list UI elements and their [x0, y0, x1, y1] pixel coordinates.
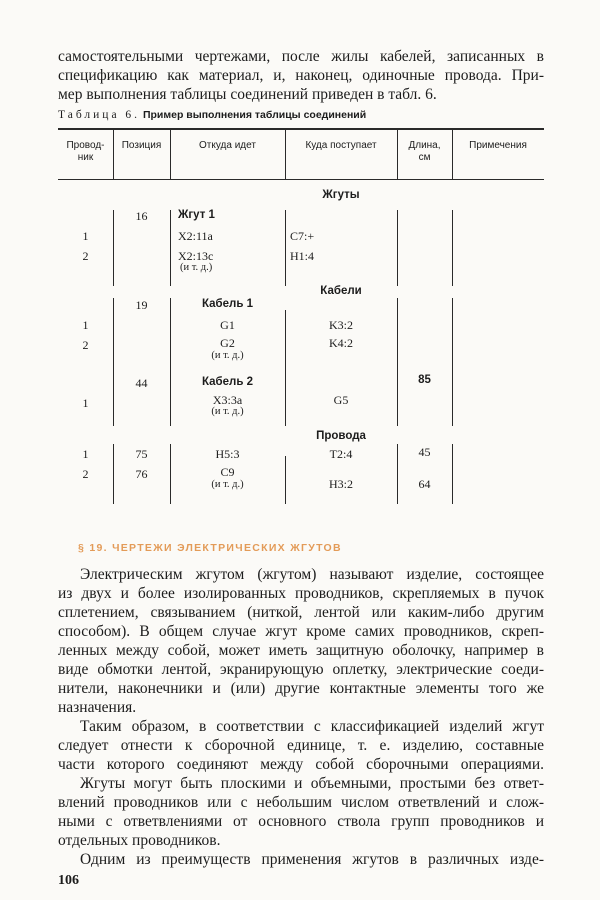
header-separator [113, 129, 114, 179]
cable1-row1-to: K3:2 [329, 318, 353, 332]
header-conductor [58, 140, 113, 164]
harness-row2-to: H1:4 [290, 249, 314, 263]
header-notes: Примечения [469, 140, 527, 151]
cable1-row2-from-note: (и т. д.) [211, 350, 244, 361]
header-length-line2: см [418, 152, 431, 163]
header-conductor-line1: Провод- [66, 140, 105, 151]
wire-row2-from: C9 [220, 465, 235, 479]
group-cables: Кабели [320, 285, 362, 297]
cable2-row1-from-note: (и т. д.) [211, 406, 244, 417]
column-separator [397, 210, 398, 286]
intro-line: самостоятельными чертежами, после жилы кабелей, записанных в [58, 48, 544, 65]
column-separator [397, 298, 398, 426]
wire-row2-conductor: 2 [82, 467, 89, 481]
wire-row1-from: H5:3 [215, 447, 240, 461]
header-length [397, 140, 452, 164]
body-line: Одним из преимуществ применения жгутов в различных изде- [80, 851, 544, 868]
body-line: сплетением, связыванием (ниткой, лентой или каким-либо другим [58, 604, 544, 621]
column-separator [452, 210, 453, 286]
wire-row1-conductor: 1 [82, 447, 89, 461]
table-caption-title: Пример выполнения таблицы соединений [142, 109, 367, 121]
cable1-row2-to: K4:2 [329, 336, 353, 350]
harness-row2-conductor: 2 [82, 249, 89, 263]
body-line: из двух и более изолированных проводников, скрепляемых в пучок [58, 585, 544, 602]
cable2-length: 85 [418, 374, 431, 386]
table-caption-label: Таблица 6. [58, 109, 141, 121]
column-separator [170, 210, 171, 286]
header-separator [285, 129, 286, 179]
body-line: ными с ответвлениями от основного ствола групп проводников и [58, 813, 544, 830]
page-number: 106 [58, 873, 79, 888]
cable1-row2-from: G2 [220, 336, 235, 350]
header-to: Куда поступает [305, 140, 377, 151]
body-line: виде обмотки лентой, экранирующую оплетку, электрические соеди- [58, 661, 544, 678]
body-line: следует отнести к сборочной единице, т. е. изделию, составные [58, 737, 544, 754]
section-heading: § 19. ЧЕРТЕЖИ ЭЛЕКТРИЧЕСКИХ ЖГУТОВ [78, 542, 342, 554]
body-line: отдельных проводников. [58, 832, 221, 849]
harness-row2-from-note: (и т. д.) [180, 262, 213, 273]
body-line: способом). В общем случае жгут кроме самих проводников, скреп- [58, 623, 544, 640]
column-separator [452, 444, 453, 504]
cable1-position: 19 [135, 298, 148, 312]
harness-row2-from: X2:13c [178, 249, 214, 263]
intro-line: мер выполнения таблицы соединений приведен в табл. 6. [58, 86, 437, 103]
harness-position: 16 [135, 209, 148, 223]
column-separator [452, 298, 453, 426]
table-header-rule [58, 179, 544, 180]
cable1-name: Кабель 1 [201, 298, 254, 310]
table-top-rule [58, 128, 544, 130]
harness-row1-conductor: 1 [82, 229, 89, 243]
header-separator [170, 129, 171, 179]
harness-name: Жгут 1 [178, 209, 215, 221]
body-line: части которого соединяют между собой сборочными операциями. [58, 756, 544, 773]
body-line: Таким образом, в соответствии с классификацией изделий жгут [80, 718, 544, 735]
wire-row2-from-note: (и т. д.) [211, 479, 244, 490]
cable2-row1-to: G5 [333, 393, 349, 407]
cable2-row1-conductor: 1 [82, 396, 89, 410]
group-harnesses: Жгуты [322, 189, 360, 201]
header-separator [452, 129, 453, 179]
body-line: назначения. [58, 699, 137, 716]
column-separator [285, 210, 286, 286]
cable1-row1-from: G1 [220, 318, 235, 332]
body-line: нители, наконечники и (или) другие контактные элементы того же [58, 680, 544, 697]
body-line: Электрическим жгутом (жгутом) называют изделие, состоящее [80, 566, 544, 583]
cable2-name: Кабель 2 [201, 376, 254, 388]
wire-row2-length: 64 [418, 477, 431, 491]
table-caption [58, 109, 366, 121]
body-line: Жгуты могут быть плоскими и объемными, простыми без ответ- [80, 775, 544, 792]
column-separator [113, 298, 114, 426]
body-line: ленных между собой, может иметь защитную оболочку, например в [58, 642, 544, 659]
body-line: влений проводников или с небольшим числом ответвлений и слож- [58, 794, 544, 811]
intro-line: спецификацию как материал, и, наконец, одиночные провода. При- [58, 67, 544, 84]
wire-row2-position: 76 [135, 467, 148, 481]
wire-row1-position: 75 [135, 447, 148, 461]
harness-row1-from: X2:11a [178, 229, 213, 243]
header-length-line1: Длина, [408, 140, 441, 151]
wire-row1-length: 45 [418, 445, 431, 459]
cable1-row1-conductor: 1 [82, 318, 89, 332]
cable2-row1-from: X3:3a [212, 393, 243, 407]
header-position: Позиция [121, 140, 162, 151]
cable1-row2-conductor: 2 [82, 338, 89, 352]
wire-row2-to: H3:2 [329, 477, 353, 491]
wire-row1-to: T2:4 [329, 447, 353, 461]
harness-row1-to: C7:+ [290, 229, 315, 243]
header-from: Откуда идет [199, 140, 256, 151]
cable2-position: 44 [135, 376, 148, 390]
group-wires: Провода [316, 430, 366, 442]
header-conductor-line2: ник [77, 152, 94, 163]
